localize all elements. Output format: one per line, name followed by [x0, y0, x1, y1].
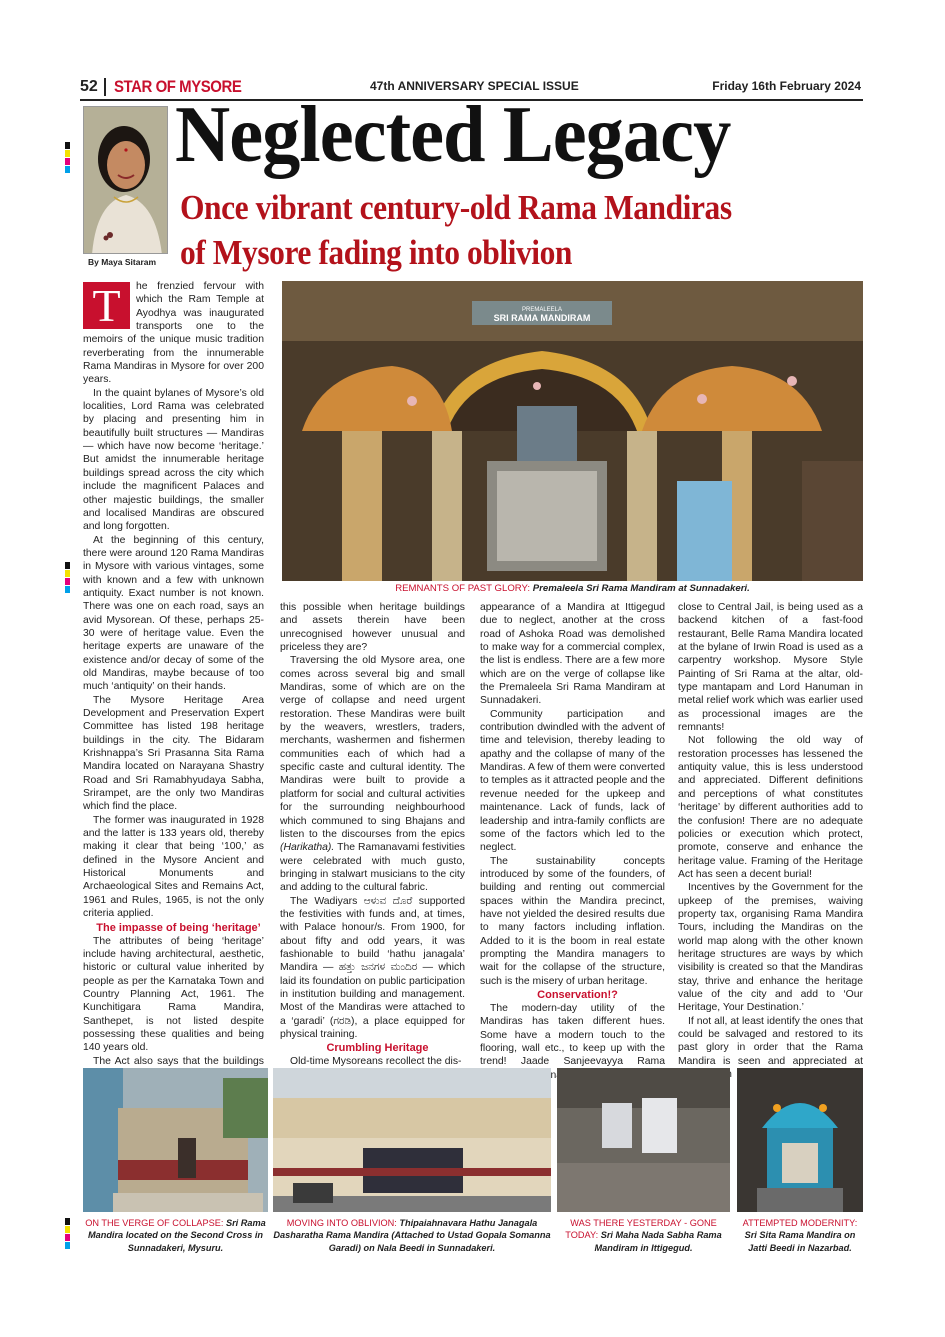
paragraph: Community participation and contribution dwindled with the advent of time and television, thereby leading to apathy and the collapse of many of the Mandiras. A few of them were converted to temples as it attracted people and the revenue needed for the upkeep and maintenance. Lack of funds, lack of leadership and intra-family conflicts are some of the factors which led to the neglect.: [480, 708, 665, 854]
issue-date: Friday 16th February 2024: [712, 79, 861, 93]
paragraph: The sustainability concepts introduced by some of the founders, of building and renting out commercial spaces within the Mandira precinct, have not yielded the desired results due to many factors including inflation. Added to it is the boom in real estate prompting the Mandira managers to wait for the collapse of the structure, such is the misery of urban heritage.: [480, 855, 665, 987]
subheadline-line1: Once vibrant century-old Rama Mandiras: [180, 188, 732, 227]
caption-label: ATTEMPTED MODERNITY:: [742, 1218, 858, 1228]
paragraph: The modern-day utility of the Mandiras has taken different hues. Some have a modern touch to the flooring, wall etc., to keep up with the trend! Jaade Sanjeevayya Rama Veeranagere,: [480, 1002, 665, 1081]
caption-label: ON THE VERGE OF COLLAPSE:: [85, 1218, 224, 1228]
article-column-4: [678, 601, 863, 1095]
sign-top-text: PREMALEELA: [521, 307, 563, 313]
article-column-2: [280, 601, 465, 1069]
photo-caption: [83, 1217, 268, 1254]
section-subhead: Conservation!?: [537, 988, 618, 1001]
photo-maha-nada-sabha-mandiram: [557, 1068, 730, 1212]
paragraph: The attributes of being ‘heritage’ include having architectural, aesthetic, historic or cultural value inherited by people as per the Karnataka Town and Country Planning Act, 1961. The Kunchitigara Rama Mandira, Santhepet, is not listed despite possessing these qualities and being 140 years old.: [83, 935, 264, 1054]
section-subhead: Crumbling Heritage: [326, 1042, 429, 1055]
page-number: 52: [80, 78, 98, 95]
newspaper-name: STAR OF MYSORE: [114, 77, 242, 96]
subheadline-line2: of Mysore fading into oblivion: [180, 233, 572, 272]
caption-label: WAS THERE YESTERDAY - GONE TODAY:: [565, 1218, 717, 1241]
paragraph: close to Central Jail, is being used as a backend kitchen of a fast-food restaurant, Belle Rama Mandira located at the bylane of Irwin Road is used as a carpentry workshop. Mysore Style Painting of Sri Rama at the altar, old-type mantapam and Lord Hanuman in metal relief work which was earlier used as processional images are the remnants!: [678, 602, 863, 734]
author-photo: [83, 106, 168, 254]
photo-caption: [737, 1217, 863, 1254]
section-subhead: The impasse of being ‘heritage’: [96, 921, 261, 934]
paragraph-text: Traversing the old Mysore area, one comes across several big and small Mandiras, some of which are on the verge of collapse and need urgent restoration. These Mandiras were built by the weavers, wrestlers, traders, merchants, washermen and fishermen communities each of which had a specific caste and cultural identity. The Mandiras were built to provide a platform for social and cultural activities for the surrounding neighbourhood which communed to sing Bhajans and listen to the discourses from the epics: [280, 655, 465, 840]
photo-thipaiahnavara-mandira: [273, 1068, 551, 1212]
photo-caption: [557, 1217, 730, 1254]
caption-text: Premaleela Sri Rama Mandiram at Sunnadakeri.: [532, 583, 750, 594]
paragraph: Incentives by the Government for the upkeep of the premises, waiving property tax, organising Rama Mandira Tours, including the Mandiras on the world map along with the other known heritage structures are ways by which visibility is created so that the Mandiras stay, thrive and enhance the heritage value of the city and add to ‘Our Heritage, Your Destination.’: [678, 882, 863, 1014]
paragraph: [280, 654, 465, 894]
divider: [104, 78, 106, 96]
main-photo: [282, 281, 863, 581]
main-photo-caption: [282, 583, 863, 594]
issue-label: 47th ANNIVERSARY SPECIAL ISSUE: [370, 79, 579, 93]
photo-sita-rama-mandira: [737, 1068, 863, 1212]
paragraph: The Mysore Heritage Area Development and Preservation Expert Committee has listed 198 heritage buildings in the city. The Bidaram Krishnappa’s Sri Prasanna Sita Rama Mandira located on Narayana Shastry Road and Sri Ramabhyudaya Sabha, Srirampet, are the only two Mandiras which find the place.: [83, 694, 264, 813]
photo-collapsing-mandira: [83, 1068, 268, 1212]
paragraph: Old-time Mysoreans recollect the dis-: [290, 1056, 462, 1068]
emphasis: (Harikatha).: [280, 842, 335, 854]
paragraph: In the quaint bylanes of Mysore’s old localities, Lord Rama was celebrated by placing and presenting him in beautifully built structures — Mandiras — which have now become ‘heritage.’ But amidst the innumerable heritage buildings spread across the city which include the magnificent Palaces and other majestic buildings, the smaller and localised Mandiras are obscured and long forgotten.: [83, 387, 264, 533]
paragraph: If not all, at least identify the ones that could be salvaged and restored to its past glory in order that the Rama Mandira is seen and appreciated at: [678, 1015, 863, 1067]
dropcap: T: [83, 282, 130, 329]
caption-label: REMNANTS OF PAST GLORY:: [395, 583, 531, 594]
sign-text: SRI RAMA MANDIRAM: [493, 313, 591, 323]
byline: By Maya Sitaram: [88, 257, 157, 267]
caption-text: Sri Maha Nada Sabha Rama Mandiram in Ittigegud.: [594, 1230, 722, 1253]
paragraph: he frenzied fervour with which the Ram Temple at Ayodhya was inaugurated transports one to the memoirs of the unique music tradition reverberating from the innumerable Rama Mandiras in Mysore for over 200 years.: [83, 281, 264, 386]
caption-text: Sri Sita Rama Mandira on Jatti Beedi in Nazarbad.: [744, 1230, 856, 1253]
caption-label: MOVING INTO OBLIVION:: [286, 1218, 397, 1228]
paragraph-text: The Ramanavami festivities were celebrated with much gusto, bringing in stalwart musicians to the city and adding to the cultural fabric.: [280, 842, 466, 894]
article-column-1-top: [83, 280, 264, 1121]
paragraph: this possible when heritage buildings and assets therein have been unrecognised however unusual and priceless they are?: [280, 602, 465, 654]
paragraph: The Act also says that the buildings: [93, 1055, 264, 1067]
article-column-3: [480, 601, 665, 1082]
caption-text: Thipaiahnavara Hathu Janagala Dasharatha Rama Mandira (Attached to Ustad Gopala Somanna Garadi) on Nala Beedi in Sunnadakeri.: [273, 1218, 551, 1253]
paragraph: At the beginning of this century, there were around 120 Rama Mandiras in Mysore with various vintages, some with known and a few with unknown antiquity. Exact number is not known. There was one on each road, says an avid Mysorean. Of these, perhaps 25-30 were of heritage value. Even the heritage experts are unaware of the existence and/or decay of some of the old Mandiras, maybe because of too much ‘antiquity’ on their hands.: [83, 534, 264, 693]
paragraph: The Wadiyars ಆಳುವ ದೊರೆ supported the festivities with funds and, at times, with Palace honour/s. From 1900, for about fifty and odd years, it was fashionable to build ‘hathu janagala’ Mandira — ಹತ್ತು ಜನಗಳ ಮಂದಿರ — which laid its foundation on public participation in institution building and management. Most of the Mandiras were attached to a ‘garadi’ (ಗರಡಿ), a place equipped for physical training.: [280, 895, 465, 1040]
headline: Neglected Legacy: [175, 91, 731, 179]
paragraph: appearance of a Mandira at Ittigegud due to neglect, another at the cross road of Ashoka Road was demolished to make way for a commercial complex, the list is endless. There are a few more which are on the verge of collapse like the Premaleela Sri Rama Mandiram at Sunnadakeri.: [480, 602, 665, 707]
photo-caption: [273, 1217, 551, 1254]
caption-text: Sri Rama Mandira located on the Second Cross in Sunnadakeri, Mysuru.: [87, 1218, 266, 1253]
paragraph: The former was inaugurated in 1928 and the latter is 133 years old, thereby making it clear that being ‘100,’ as defined in the Mysore Ancient and Historical Monuments and Archaeological Sites and Remains Act, 1961 and Rules, 1965, is not the only criteria applied.: [83, 814, 264, 920]
paragraph: Not following the old way of restoration processes has lessened the antiquity value, this is less understood and appreciated. Different definitions and perceptions of what constitutes ‘heritage’ by different authorities add to the confusion! There are no adequate policies or execution which protect, promote, conserve and enhance the heritage value. Framing of the Heritage Act has seen a decent burial!: [678, 735, 863, 880]
